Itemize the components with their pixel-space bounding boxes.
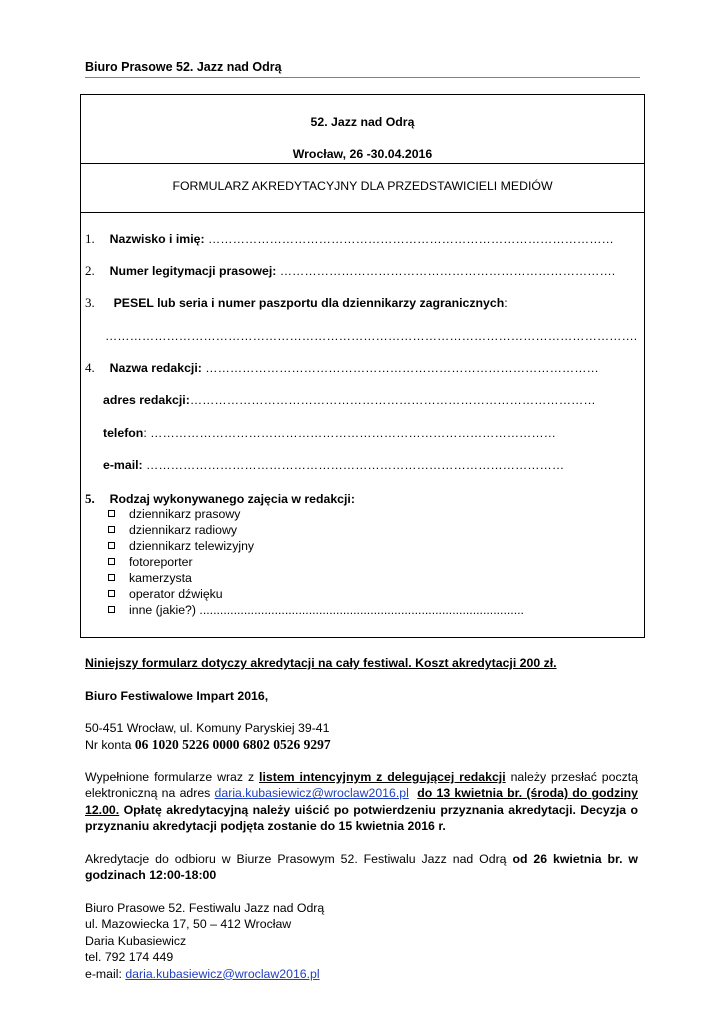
checkbox-icon[interactable] xyxy=(108,542,115,549)
contact-block xyxy=(85,900,638,982)
text-emphasis: przyznaniu akredytacji podjęta zostanie do 15 kwietnia 2016 r. xyxy=(85,819,446,834)
field-label: adres redakcji: xyxy=(103,393,190,407)
text-emphasis: Opłatę akredytacyjną należy uiścić po potwierdzeniu przyznania akredytacji. Decyzja o xyxy=(119,802,638,817)
bank-account xyxy=(85,737,638,753)
field-number: 1. xyxy=(85,231,95,246)
field-dots[interactable]: ……………………………………………………………………………………… xyxy=(204,232,614,246)
field-dots[interactable]: ………………………………………………………………………. xyxy=(276,264,616,278)
field-number: 2. xyxy=(85,263,95,278)
divider xyxy=(81,212,644,213)
fee-notice: Niniejszy formularz dotyczy akredytacji na cały festiwal. Koszt akredytacji 200 zł. xyxy=(85,656,557,670)
deadline-time: 12.00. xyxy=(85,802,120,817)
contact-email-label: e-mail: xyxy=(85,966,126,981)
occupation-option[interactable] xyxy=(108,507,240,521)
checkbox-icon[interactable] xyxy=(108,526,115,533)
field-label: Nazwa redakcji: xyxy=(109,361,202,375)
pickup-info xyxy=(85,851,638,884)
text: Wypełnione formularze wraz z xyxy=(85,770,260,784)
contact-phone: tel. 792 174 449 xyxy=(85,950,174,965)
accreditation-form xyxy=(80,94,645,638)
page-header: Biuro Prasowe 52. Jazz nad Odrą xyxy=(85,60,640,78)
account-number: 06 1020 5226 0000 6802 0526 9297 xyxy=(134,737,331,752)
occupation-option[interactable] xyxy=(108,603,524,617)
checkbox-icon[interactable] xyxy=(108,606,115,613)
field-occupation xyxy=(85,491,355,507)
field-dots[interactable]: …………………………………………………………………………………… xyxy=(201,361,599,375)
occupation-option[interactable] xyxy=(108,571,192,585)
email-link[interactable]: daria.kubasiewicz@wroclaw2016.pl xyxy=(214,786,409,801)
field-number: 4. xyxy=(85,360,95,375)
field-surname[interactable] xyxy=(85,231,614,247)
field-label: telefon xyxy=(103,426,144,440)
instructions xyxy=(85,769,638,835)
contact-street: ul. Mazowiecka 17, 50 – 412 Wrocław xyxy=(85,917,292,932)
text-emphasis: od 26 kwietnia br. w xyxy=(512,852,638,866)
occupation-option[interactable] xyxy=(108,555,193,569)
account-label: Nr konta xyxy=(85,738,135,752)
field-colon: : xyxy=(143,426,147,440)
text-emphasis: listem intencyjnym z delegującej redakcji xyxy=(259,770,506,784)
checkbox-icon[interactable] xyxy=(108,510,115,517)
field-newsroom-name[interactable] xyxy=(85,360,599,376)
checkbox-icon[interactable] xyxy=(108,574,115,581)
divider xyxy=(81,163,644,164)
field-label: Rodzaj wykonywanego zajęcia w redakcji: xyxy=(109,492,355,506)
field-dots[interactable]: ………………………………………………………………………………………… xyxy=(142,458,565,472)
office-address: 50-451 Wrocław, ul. Komuny Paryskiej 39-41 xyxy=(85,721,330,735)
field-number: 5. xyxy=(85,491,95,506)
text: należy przesłać pocztą xyxy=(505,770,638,784)
field-dots[interactable]: ……………………………………………………………………………………… xyxy=(189,393,596,407)
field-label: e-mail: xyxy=(103,458,143,472)
option-label: dziennikarz telewizyjny xyxy=(129,539,255,553)
field-number: 3. xyxy=(85,295,95,310)
contact-email-link[interactable]: daria.kubasiewicz@wroclaw2016.pl xyxy=(125,966,320,981)
option-label: operator dźwięku xyxy=(129,587,223,601)
option-label: fotoreporter xyxy=(129,555,193,569)
event-title: 52. Jazz nad Odrą xyxy=(310,115,415,129)
option-label: inne (jakie?) ............................................................................................... xyxy=(129,603,524,617)
occupation-option[interactable] xyxy=(108,523,237,537)
text: Akredytacje do odbioru w Biurze Prasowym 52. Festiwalu Jazz nad Odrą xyxy=(85,852,513,866)
field-phone[interactable] xyxy=(103,426,556,440)
field-label: Numer legitymacji prasowej: xyxy=(109,264,277,278)
field-colon: : xyxy=(504,296,508,310)
field-pesel xyxy=(85,295,508,311)
field-pesel-dots[interactable]: …………………………………………………………………………………………………………………. xyxy=(105,329,638,343)
contact-person: Daria Kubasiewicz xyxy=(85,933,187,948)
field-label: Nazwisko i imię: xyxy=(109,232,205,246)
field-label: PESEL lub seria i numer paszportu dla dziennikarzy zagranicznych xyxy=(113,296,505,310)
option-label: dziennikarz prasowy xyxy=(129,507,241,521)
checkbox-icon[interactable] xyxy=(108,590,115,597)
occupation-option[interactable] xyxy=(108,587,223,601)
field-press-id[interactable] xyxy=(85,263,615,279)
event-place-date: Wrocław, 26 -30.04.2016 xyxy=(292,147,433,161)
text-emphasis: godzinach 12:00-18:00 xyxy=(85,868,217,883)
text: elektroniczną na adres xyxy=(85,786,215,801)
contact-org: Biuro Prasowe 52. Festiwalu Jazz nad Odrą xyxy=(85,901,325,915)
option-label: dziennikarz radiowy xyxy=(129,523,237,537)
form-title: FORMULARZ AKREDYTACYJNY DLA PRZEDSTAWICIELI MEDIÓW xyxy=(172,179,553,193)
checkbox-icon[interactable] xyxy=(108,558,115,565)
option-label: kamerzysta xyxy=(129,571,192,585)
occupation-option[interactable] xyxy=(108,539,254,553)
field-email[interactable] xyxy=(103,458,564,472)
field-newsroom-address[interactable] xyxy=(103,393,596,407)
field-dots[interactable]: ……………………………………………………………………………………… xyxy=(146,426,556,440)
office-name: Biuro Festiwalowe Impart 2016, xyxy=(85,689,269,703)
deadline-text: do 13 kwietnia br. (środa) do godziny xyxy=(417,786,638,801)
